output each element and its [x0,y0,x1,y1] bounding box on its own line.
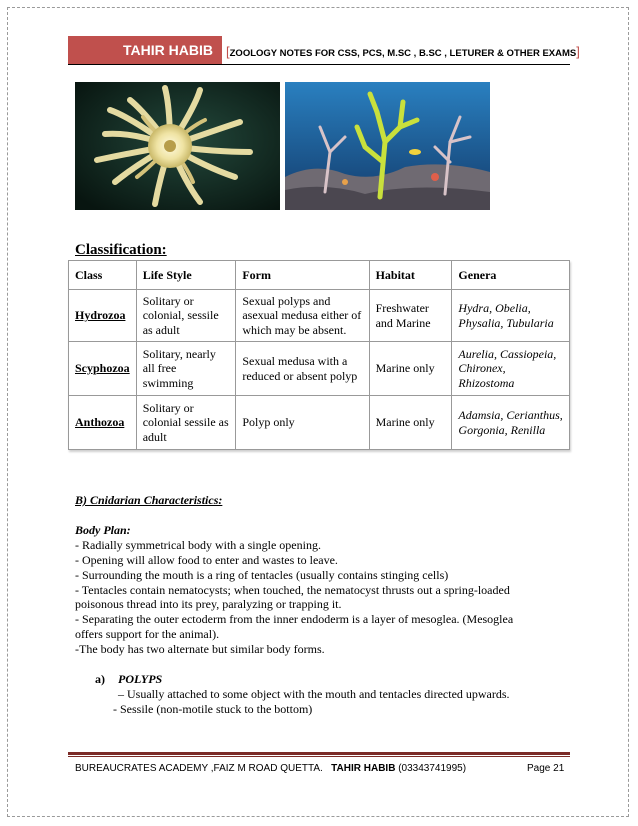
table-row [69,342,570,396]
form-cell: Polyp only [236,396,369,450]
body-line: -The body has two alternate but similar body forms. [75,642,325,656]
class-cell: Scyphozoa [69,342,137,396]
life-style-cell: Solitary, nearly all free swimming [136,342,236,396]
header-subtitle [226,44,580,59]
page-number: Page 21 [527,763,565,774]
footer-rule-thin [68,756,570,757]
body-line: - Surrounding the mouth is a ring of tentacles (usually contains stinging cells) [75,568,449,582]
table-header-row [69,261,570,290]
footer-name: TAHIR HABIB [331,763,396,774]
col-header-life-style: Life Style [136,261,236,290]
habitat-cell: Marine only [369,396,452,450]
footer-address: BUREAUCRATES ACADEMY ,FAIZ M ROAD QUETTA. [75,763,323,774]
col-header-genera: Genera [452,261,570,290]
footer-rule-thick [68,752,570,755]
classification-table [68,260,570,450]
table-row [69,290,570,342]
body-plan-heading: Body Plan: [75,523,131,537]
sea-anemone-photo [75,82,280,210]
body-line: poisonous thread into its prey, paralyzing or trapping it. [75,597,342,611]
classification-title: Classification: [75,242,167,258]
habitat-cell: Freshwater and Marine [369,290,452,342]
table-row [69,396,570,450]
genera-cell: Adamsia, Cerianthus, Gorgonia, Renilla [452,396,570,450]
polyps-line: - Sessile (non-motile stuck to the bottom) [113,702,313,716]
form-cell: Sexual polyps and asexual medusa either of which may be absent. [236,290,369,342]
coral-reef-photo [285,82,490,210]
polyps-line: – Usually attached to some object with the mouth and tentacles directed upwards. [118,687,510,701]
header-rule [68,64,570,65]
class-cell: Anthozoa [69,396,137,450]
body-line: - Separating the outer ectoderm from the inner endoderm is a layer of mesoglea. (Mesoglea [75,612,514,626]
polyps-label: a) [95,672,105,686]
class-cell: Hydrozoa [69,290,137,342]
life-style-cell: Solitary or colonial, sessile as adult [136,290,236,342]
footer-info [75,763,466,774]
bracket-close: ] [576,44,580,59]
form-cell: Sexual medusa with a reduced or absent polyp [236,342,369,396]
body-line: - Tentacles contain nematocysts; when touched, the nematocyst thrusts out a spring-loaded [75,583,510,597]
section-b-heading: B) Cnidarian Characteristics: [75,493,223,507]
body-line: offers support for the animal). [75,627,220,641]
genera-cell: Hydra, Obelia, Physalia, Tubularia [452,290,570,342]
footer-phone: (03343741995) [398,763,467,774]
polyps-heading: POLYPS [118,672,163,686]
bracket-open: [ [226,44,230,59]
genera-cell: Aurelia, Cassiopeia, Chironex, Rhizostoma [452,342,570,396]
body-line: - Opening will allow food to enter and wastes to leave. [75,553,338,567]
header-name-banner: TAHIR HABIB [68,36,222,64]
col-header-habitat: Habitat [369,261,452,290]
col-header-form: Form [236,261,369,290]
life-style-cell: Solitary or colonial sessile as adult [136,396,236,450]
habitat-cell: Marine only [369,342,452,396]
header-subtitle-text: ZOOLOGY NOTES FOR CSS, PCS, M.SC , B.SC , LETURER & OTHER EXAMS [229,48,577,59]
body-line: - Radially symmetrical body with a single opening. [75,538,321,552]
col-header-class: Class [69,261,137,290]
